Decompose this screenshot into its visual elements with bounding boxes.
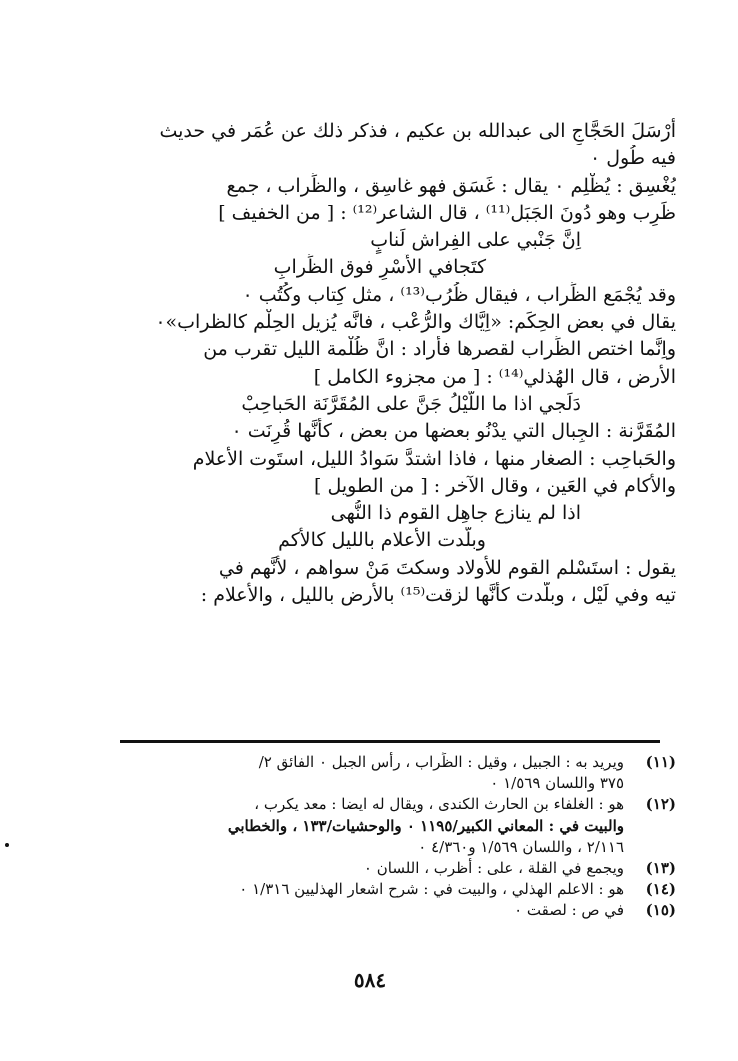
footnote-line: هو : الغلفاء بن الحارث الكندى ، ويقال له ايضا : معد يكرب ، bbox=[254, 795, 624, 814]
text-line: ظَرِب وهو دُونَ الجَبَل⁽¹¹⁾ ، قال الشاعر⁽¹²⁾ : [ من الخفيف ] bbox=[218, 201, 676, 224]
footnote-line: ويجمع في القلة ، على : أظرب ، اللسان ٠ bbox=[363, 858, 624, 877]
footnote-number: (١١) bbox=[645, 753, 676, 771]
text-line: تيه وفي لَيْل ، وبلَّدت كأنَّها لزقت⁽¹⁵⁾ بالأرض بالليل ، والأعلام : bbox=[200, 584, 676, 607]
footnotes bbox=[120, 752, 676, 922]
footnote-number: (١٤) bbox=[645, 880, 676, 899]
footnote-number: (١٣) bbox=[645, 858, 676, 877]
text-line: يقول : استَسْلم القوم للأولاد وسكتَ مَنْ سواهم ، لأنَّهم في bbox=[218, 556, 676, 579]
verse-line: اِنَّ جَنْبي على الفِراش لَنابٍ bbox=[370, 229, 581, 252]
text-line: أَرْسَلَ الحَجَّاجِ الى عبدالله بن عكيم ، فذكر ذلك عن عُمَر في حديث bbox=[159, 120, 676, 142]
footnote-line: والبيت في : المعاني الكبير/١١٩٥ ٠ والوحشيات/١٣٣ ، والخطابي bbox=[227, 816, 624, 835]
footnote-number: (١٥) bbox=[645, 901, 676, 920]
footnote-line: في ص : لصقت ٠ bbox=[514, 901, 624, 920]
footnote-number: (١٢) bbox=[645, 795, 676, 814]
text-line: فيه طُول ٠ bbox=[589, 147, 676, 170]
verse-line: كتَجافي الأَسْرِ فوق الظِّرابِ bbox=[273, 256, 486, 279]
footnote-line: ٢/١١٦ ، واللسان ١/٥٦٩ و٤/٣٦٠ ٠ bbox=[418, 837, 624, 856]
footnote-15 bbox=[120, 900, 676, 921]
footnote-divider bbox=[120, 740, 660, 743]
text-line: الأرض ، قال الهُذلي⁽¹⁴⁾ : [ من مجزوء الكامل ] bbox=[313, 365, 676, 388]
page-number: ٥٨٤ bbox=[353, 968, 387, 992]
footnote-13 bbox=[120, 858, 676, 879]
footnote-line: ٣٧٥ واللسان ١/٥٦٩ ٠ bbox=[490, 774, 624, 793]
text-line: واِنَّما اختص الظِّراب لقصرها فأراد : انَّ ظُلْمة الليل تقرب من bbox=[203, 338, 676, 361]
text-line: المُقَرَّنة : الجِبال التي يدْنُو بعضها من بعض ، كأنَّها قُرِنَت ٠ bbox=[231, 420, 676, 443]
scan-speck bbox=[5, 843, 9, 847]
text-line: يُغْسِق : يُظْلِم ٠ يقال : غَسَق فهو غاسِق ، والظِّراب ، جمع bbox=[226, 174, 676, 197]
text-line: وقد يُجْمَع الظِّراب ، فيقال ظُرُب⁽¹³⁾ ، مثل كِتاب وكُتُب ٠ bbox=[242, 283, 676, 306]
text-line: والأكام في العَين ، وقال الآخر : [ من الطويل ] bbox=[314, 474, 676, 497]
footnote-12 bbox=[120, 794, 676, 858]
main-text bbox=[120, 118, 676, 609]
text-line: والحَباحِب : الصغار منها ، فاذا اشتدَّ سَوادُ الليل، استَوت الأعلام bbox=[192, 447, 676, 470]
verse-line: دَلَجي اذا ما اللَّيْلُ جَنَّ على المُقَرَّنَة الحَباحِبْ bbox=[241, 392, 581, 415]
footnote-line: هو : الاعلم الهذلي ، والبيت في : شرح اشعار الهذليين ١/٣١٦ ٠ bbox=[239, 880, 624, 899]
footnote-line: ويريد به : الجبيل ، وقيل : الظِّراب ، رأس الجبل ٠ الفائق ٢/ bbox=[258, 753, 624, 771]
verse-line: وبلَّدت الأعلام بالليل كالأكم bbox=[278, 529, 486, 552]
verse-line: اذا لم ينازع جاهِل القوم ذا النُّهى bbox=[330, 502, 581, 525]
text-line: يقال في بعض الحِكَم: «اِيَّاك والرُّعْب ، فانَّه يُزيل الحِلْم كالظراب»٠ bbox=[155, 311, 676, 334]
footnote-11 bbox=[120, 752, 676, 794]
footnote-14 bbox=[120, 879, 676, 900]
